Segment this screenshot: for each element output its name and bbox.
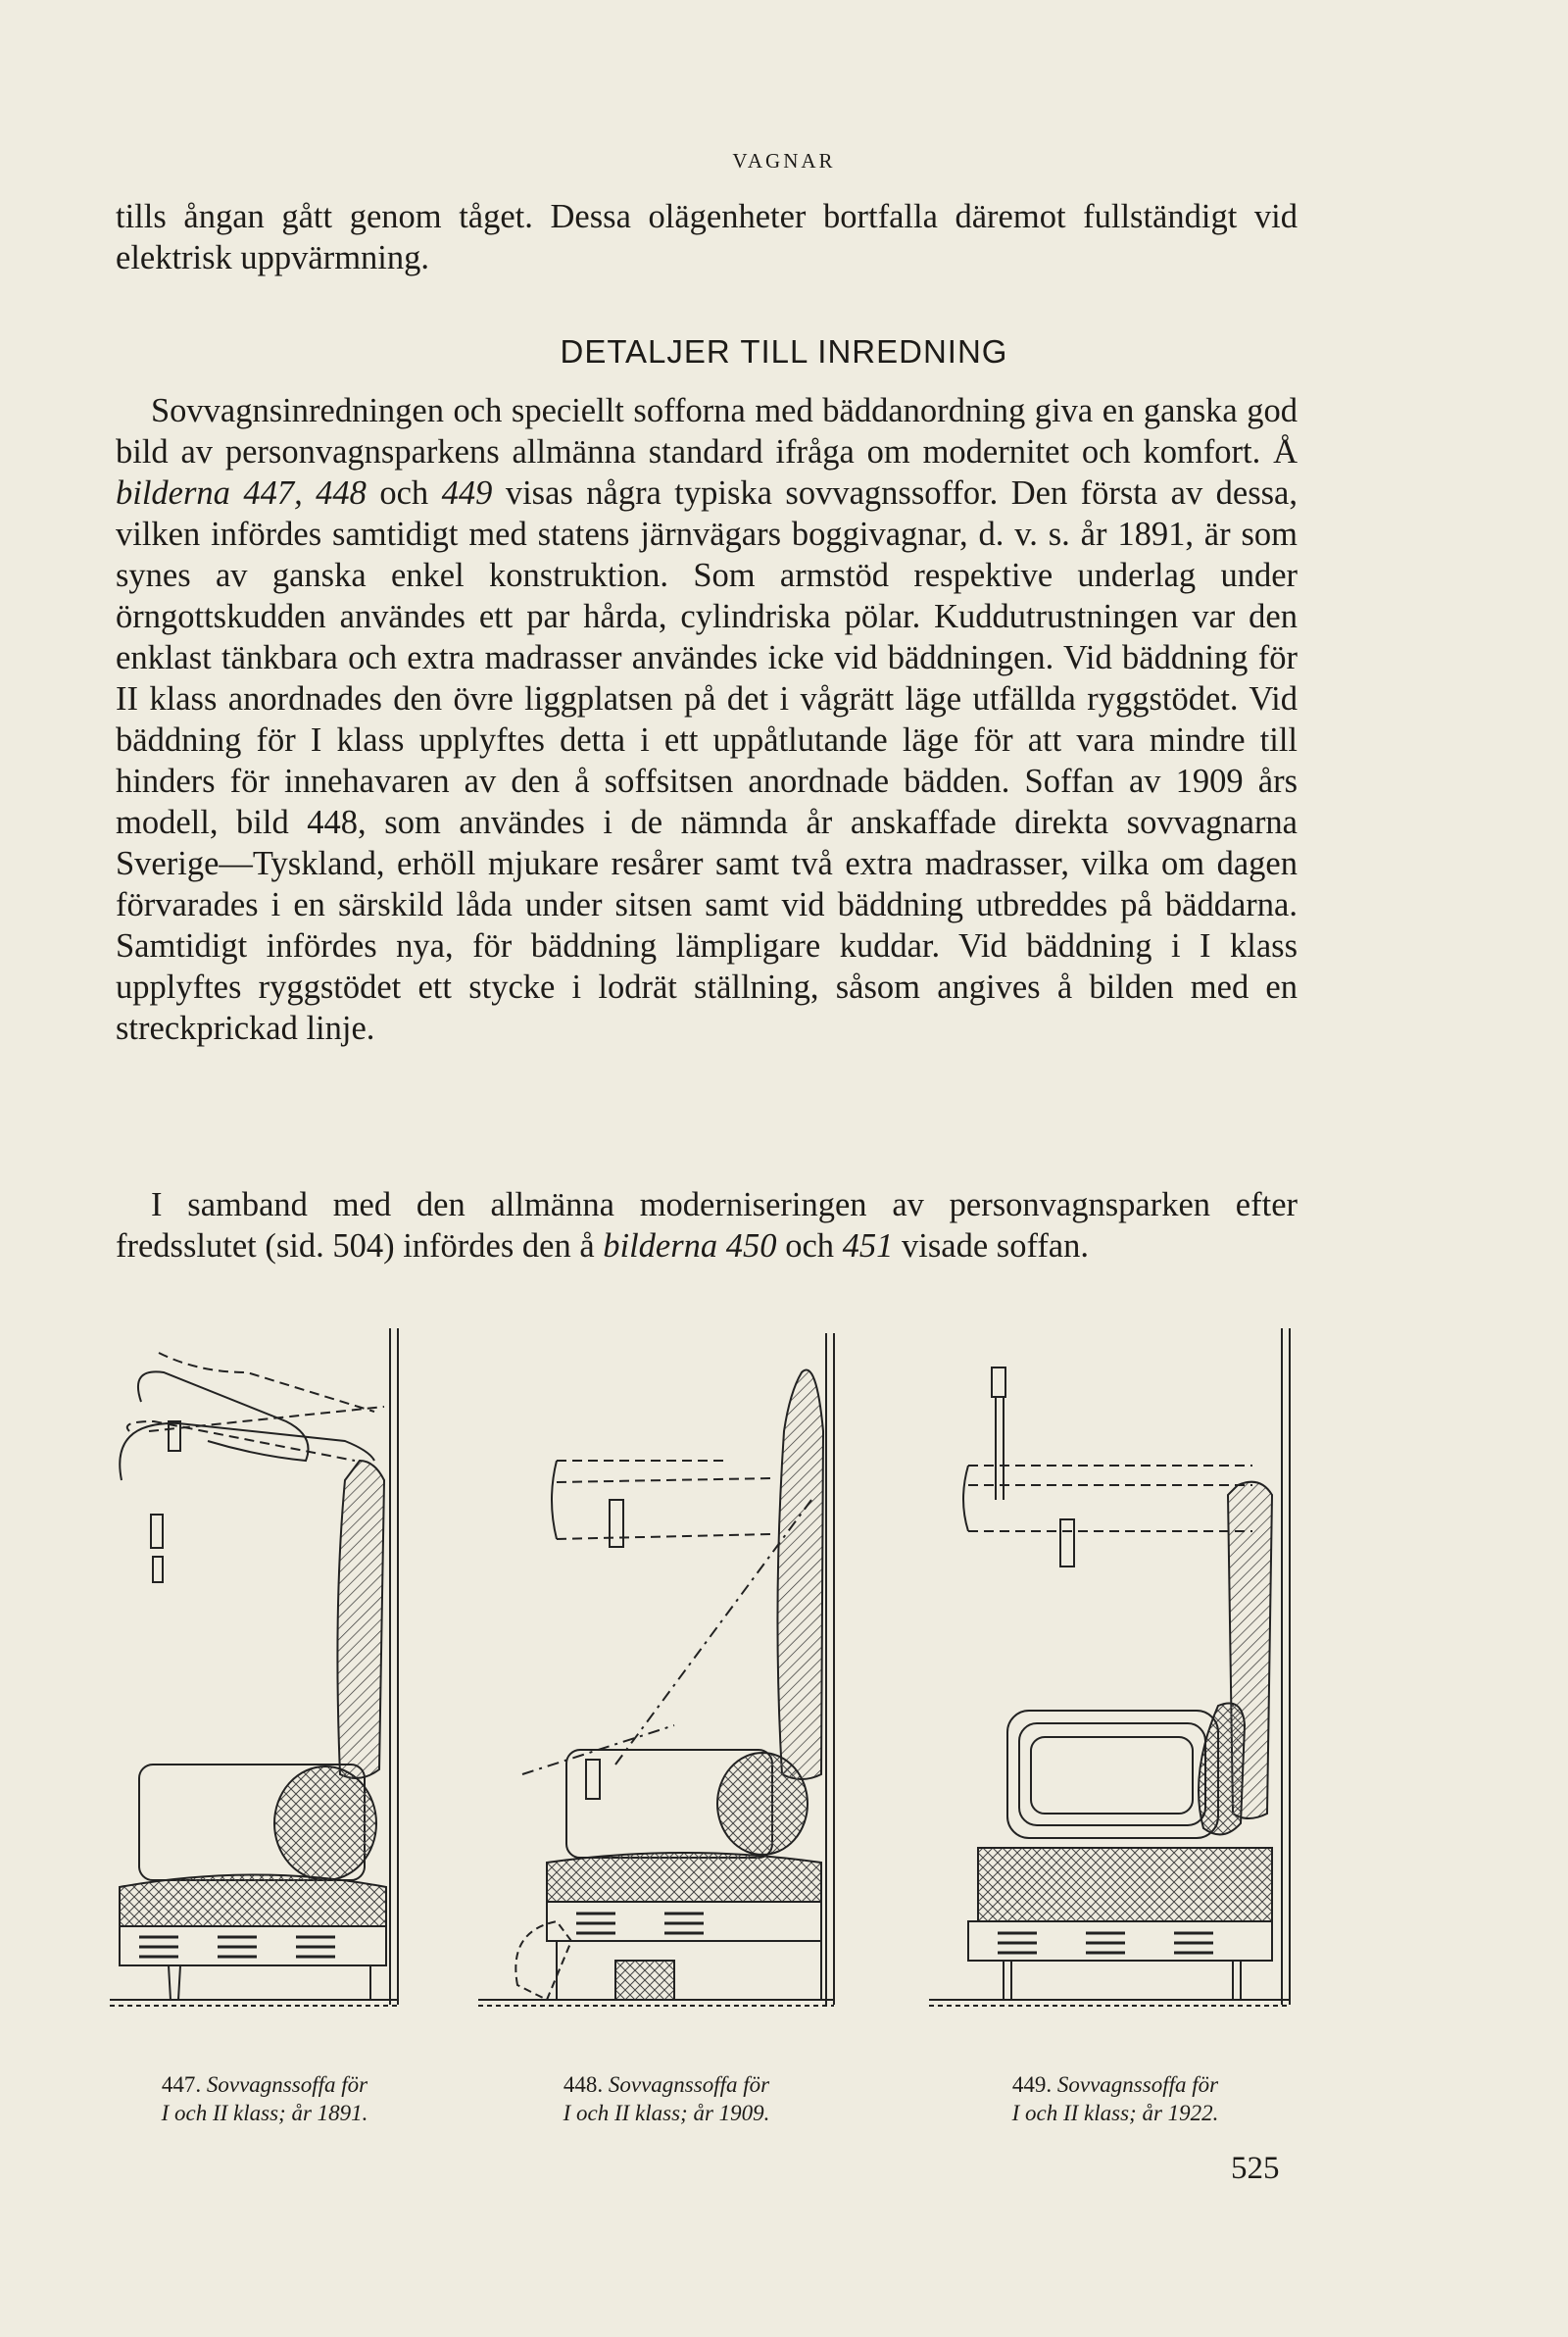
figure-448-drawing (478, 1314, 847, 2068)
paragraph-3-text-c: visade soffan. (893, 1227, 1089, 1265)
figure-448-title: Sovvagnssoffa för (608, 2072, 770, 2097)
paragraph-3-text-a: I samband med den allmänna moderniseringen av personvagnsparken efter fredsslutet (sid. 504) infördes den å (116, 1186, 1298, 1265)
paragraph-2-text-b: och (366, 474, 442, 512)
figure-449-caption (958, 2070, 1272, 2127)
figure-449-title: Sovvagnssoffa för (1056, 2072, 1219, 2097)
paragraph-1: tills ångan gått genom tåget. Dessa olägenheter bortfalla däremot fullständigt vid elektrisk uppvärmning. (116, 198, 1298, 276)
paragraph-3-figure-ref-b: 451 (842, 1227, 894, 1265)
figure-448-number: 448. (563, 2072, 604, 2097)
paragraph-2-text-a: Sovvagnsinredningen och speciellt sofforna med bäddanordning giva en ganska god bild av personvagnsparkens allmänna standard ifråga om modernitet och komfort. Å (116, 392, 1298, 471)
section-heading: DETALJER TILL INREDNING (560, 333, 1008, 370)
paragraph-2-figure-ref-a: bilderna 447, 448 (116, 474, 367, 512)
paragraph-3-figure-ref-a: bilderna 450 (603, 1227, 777, 1265)
running-head: VAGNAR (732, 149, 836, 173)
figure-447-number: 447. (161, 2072, 202, 2097)
paragraph-2-figure-ref-b: 449 (441, 474, 493, 512)
page-number: 525 (1231, 2151, 1280, 2186)
paragraph-3 (116, 1184, 1298, 1267)
figure-449-number: 449. (1011, 2072, 1053, 2097)
paragraph-2 (116, 390, 1298, 1049)
figure-449-drawing (929, 1314, 1298, 2068)
figure-449-subtitle: I och II klass; år 1922. (1011, 2101, 1219, 2125)
figure-448-caption (510, 2070, 823, 2127)
figure-448-subtitle: I och II klass; år 1909. (563, 2101, 770, 2125)
figure-447-drawing (110, 1314, 404, 2068)
paragraph-2-text-c: visas några typiska sovvagnssoffor. Den första av dessa, vilken infördes samtidigt med statens järnvägars boggivagnar, d. v. s. år 1891, är som synes av ganska enkel konstruktion. Som armstöd respektive underlag under örngottskudden användes ett par hårda, cylindriska pölar. Kuddutrustningen var den enklast tänkbara och extra madrasser användes icke vid bäddningen. Vid bäddning för II klass anordnades den övre liggplatsen på det i vågrätt läge utfällda ryggstödet. Vid bäddning för I klass upplyftes detta i ett uppåtlutande läge för att vara mindre till hinders för innehavaren av den å soffsitsen anordnade bädden. Soffan av 1909 års modell, bild 448, som användes i de nämnda år anskaffade direkta sovvagnarna Sverige—Tyskland, erhöll mjukare resårer samt två extra madrasser, vilka om dagen förvarades i en särskild låda under sitsen samt vid bäddning utbreddes på bäddarna. Samtidigt infördes nya, för bäddning lämpligare kuddar. Vid bäddning i I klass upplyftes ryggstödet ett stycke i lodrät ställning, såsom angives å bilden med en streckprickad linje. (116, 474, 1298, 1047)
figure-447-caption (108, 2070, 421, 2127)
figure-447-subtitle: I och II klass; år 1891. (161, 2101, 368, 2125)
figure-447-title: Sovvagnssoffa för (206, 2072, 368, 2097)
paragraph-3-text-b: och (776, 1227, 843, 1265)
